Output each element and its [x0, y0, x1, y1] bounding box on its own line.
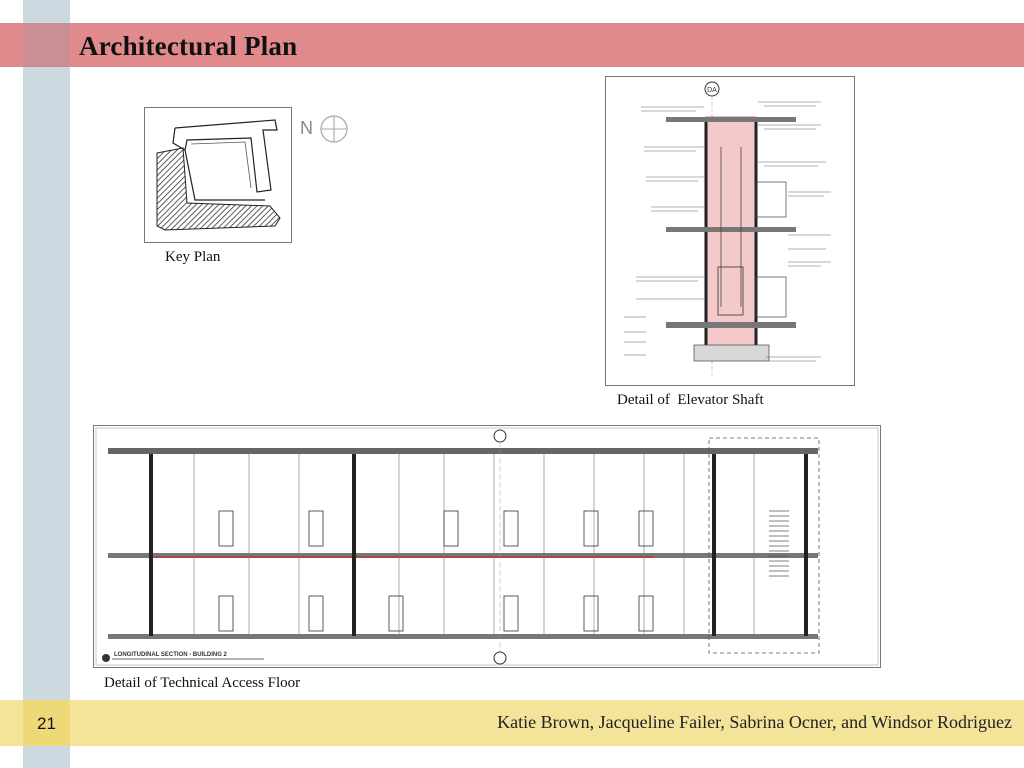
slide-title: Architectural Plan [79, 31, 298, 61]
elevator-shaft-caption: Detail of Elevator Shaft [617, 392, 764, 408]
grid-tag: DA [707, 87, 717, 94]
elevator-shaft-drawing [606, 77, 854, 385]
authors: Katie Brown, Jacqueline Failer, Sabrina Ocner, and Windsor Rodriguez [497, 712, 1012, 732]
key-plan-figure [144, 107, 292, 243]
key-plan-drawing [145, 108, 291, 242]
longitudinal-section-drawing [94, 426, 880, 667]
technical-access-floor-figure [93, 425, 881, 668]
elevator-shaft-figure [605, 76, 855, 386]
technical-access-floor-caption: Detail of Technical Access Floor [104, 675, 301, 691]
page-number: 21 [37, 714, 56, 733]
north-arrow-icon [318, 114, 350, 144]
side-stripe [23, 0, 70, 768]
north-arrow [300, 114, 352, 144]
north-label: N [300, 118, 313, 138]
key-plan-caption: Key Plan [165, 249, 221, 265]
section-title: LONGITUDINAL SECTION - BUILDING 2 [114, 652, 227, 658]
